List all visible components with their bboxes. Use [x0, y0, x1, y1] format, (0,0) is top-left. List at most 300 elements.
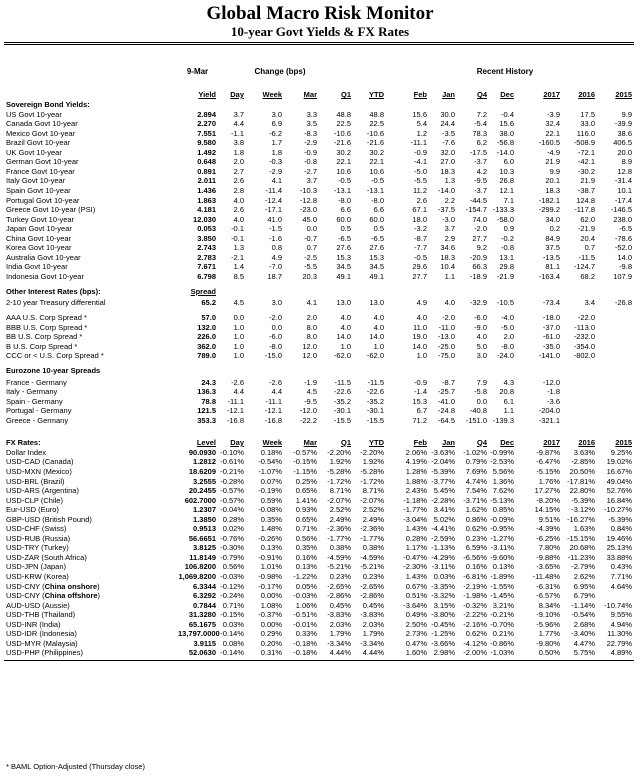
table-cell: 3.15%	[433, 600, 455, 610]
table-cell: 3.5	[306, 119, 317, 129]
table-cell: -9.5	[474, 176, 487, 186]
table-cell: 2.50%	[405, 619, 427, 629]
table-cell: -12.1	[264, 406, 282, 416]
table-cell: 27.0	[440, 157, 455, 167]
fx-column-header: Q4	[476, 437, 487, 447]
table-cell: -2.0	[474, 224, 487, 234]
row-label: Eur-USD (Euro)	[6, 505, 59, 515]
table-cell: -13.1	[333, 186, 351, 195]
table-cell: -16.27%	[567, 514, 595, 524]
table-cell: 32.4	[545, 119, 560, 129]
table-cell: -44.5	[469, 195, 487, 205]
table-cell: -32.9	[469, 298, 487, 308]
table-cell: -2.7	[304, 166, 317, 176]
table-cell: 14.15%	[534, 505, 560, 515]
table-cell: -2.65%	[327, 581, 351, 591]
table-cell: 1.43%	[405, 572, 427, 582]
table-cell: 1.436	[197, 186, 216, 195]
table-cell: 52.76%	[606, 486, 632, 496]
table-cell: 25.13%	[606, 543, 632, 553]
fx-column-header: YTD	[369, 437, 384, 447]
row-label: USD-ARS (Argentina)	[6, 486, 79, 496]
table-cell: -0.24%	[220, 591, 244, 601]
table-cell: 2.7	[233, 166, 244, 176]
table-cell: 18.3	[440, 166, 455, 176]
table-cell: 10.6	[369, 166, 384, 176]
table-cell: -6.47%	[536, 457, 560, 467]
row-label: USD-PHP (Philippines)	[6, 648, 83, 658]
table-cell: -11.4	[265, 186, 282, 195]
table-cell: 12.1	[499, 186, 514, 195]
row-label: USD-KRW (Korea)	[6, 572, 69, 582]
table-cell: -0.9	[414, 377, 427, 387]
table-cell: 4.0	[233, 195, 244, 205]
table-cell: 6.1	[503, 396, 514, 406]
table-cell: 0.35%	[260, 514, 282, 524]
section-eurozone: Eurozone 10-year Spreads	[6, 366, 101, 376]
table-cell: -11.48%	[532, 572, 560, 582]
table-cell: -4.39%	[536, 524, 560, 534]
table-cell: -12.0	[542, 377, 560, 387]
table-cell: 7.62%	[492, 486, 514, 496]
table-cell: 18.0	[412, 214, 427, 224]
table-cell: 136.3	[197, 387, 216, 397]
table-cell: 0.29%	[260, 629, 282, 639]
table-cell: 2.9	[444, 233, 455, 243]
table-cell: -5.21%	[327, 562, 351, 572]
table-cell: 2.98%	[433, 648, 455, 658]
table-cell: -10.74%	[604, 600, 632, 610]
table-cell: 20.68%	[569, 543, 595, 553]
table-cell: -0.21%	[490, 610, 514, 620]
table-cell: 6.95%	[573, 581, 595, 591]
fx-label-suffix: )	[97, 581, 100, 591]
table-cell: 2.06%	[405, 447, 427, 457]
table-cell: -0.1	[231, 224, 244, 234]
table-cell: 226.0	[197, 332, 216, 342]
table-cell: 22.1	[369, 157, 384, 167]
table-cell: 2.0	[233, 157, 244, 167]
table-cell: 3.4	[584, 298, 595, 308]
table-cell: -139.3	[492, 415, 514, 425]
row-label: USD-THB (Thailand)	[6, 610, 76, 620]
table-cell: 1.1	[503, 406, 514, 416]
table-cell: -2.1	[231, 252, 244, 262]
table-cell: -141.0	[538, 351, 560, 361]
table-cell: 6.0	[503, 157, 514, 167]
table-cell: -24.8	[437, 406, 455, 416]
column-header: Yield	[198, 90, 216, 99]
row-label: Indonesia Govt 10-year	[6, 271, 84, 281]
table-cell: 0.20%	[260, 638, 282, 648]
table-cell: 71.2	[412, 415, 427, 425]
table-cell: 0.0	[233, 313, 244, 323]
table-cell: -3.6	[547, 396, 560, 406]
table-cell: 2.0	[503, 332, 514, 342]
table-cell: -12.4	[264, 195, 282, 205]
table-cell: -73.4	[542, 298, 560, 308]
table-cell: -2.36%	[360, 524, 384, 534]
table-cell: -5.13%	[490, 495, 514, 505]
table-cell: 2.8	[233, 186, 244, 195]
table-cell: 3.8	[233, 138, 244, 148]
table-cell: -9.10%	[536, 610, 560, 620]
table-cell: -5.39%	[431, 466, 455, 476]
table-cell: -2.30%	[403, 562, 427, 572]
table-cell: 0.891	[197, 166, 216, 176]
table-cell: 57.0	[201, 313, 216, 323]
table-cell: 22.1	[545, 128, 560, 138]
table-cell: 0.0	[476, 396, 487, 406]
table-cell: 4.89%	[610, 648, 632, 658]
table-cell: 65.1675	[188, 619, 216, 629]
table-cell: -321.1	[538, 415, 560, 425]
table-cell: 0.65%	[295, 514, 317, 524]
table-cell: -5.28%	[360, 466, 384, 476]
table-cell: 0.62%	[465, 524, 487, 534]
table-cell: -8.0	[501, 341, 514, 351]
table-cell: -7.7	[414, 243, 427, 253]
table-cell: -5.5	[414, 176, 427, 186]
table-cell: 81.1	[545, 262, 560, 272]
table-cell: 68.2	[580, 271, 595, 281]
table-cell: -0.95%	[490, 524, 514, 534]
page-subtitle: 10-year Govt Yields & FX Rates	[230, 24, 410, 39]
table-cell: 0.7	[306, 243, 317, 253]
table-cell: -0.14%	[220, 629, 244, 639]
fx-label-bold: China offshore	[44, 591, 98, 601]
table-cell: -5.15%	[536, 466, 560, 476]
fx-label-bold: China onshore	[44, 581, 98, 591]
table-cell: 14.0	[412, 341, 427, 351]
table-cell: -11.1	[265, 396, 282, 406]
table-cell: 11.0	[412, 322, 427, 332]
table-cell: 132.0	[197, 322, 216, 332]
table-cell: -3.5	[442, 128, 455, 138]
table-cell: -0.10%	[220, 447, 244, 457]
table-cell: 0.71%	[222, 600, 244, 610]
table-cell: 30.2	[369, 147, 384, 157]
row-label: AAA U.S. Corp Spread *	[6, 313, 87, 323]
table-cell: 38.6	[617, 128, 632, 138]
table-cell: 0.00%	[260, 591, 282, 601]
table-cell: 20.3	[302, 271, 317, 281]
table-cell: 67.1	[412, 205, 427, 215]
table-cell: -2.5	[304, 252, 317, 262]
table-cell: 10.3	[499, 166, 514, 176]
table-cell: 2.2	[444, 195, 455, 205]
table-cell: -0.99%	[490, 447, 514, 457]
table-cell: -12.8	[299, 195, 317, 205]
fx-column-header: Dec	[500, 437, 514, 447]
table-cell: 1.0	[233, 332, 244, 342]
table-cell: -3.7	[474, 157, 487, 167]
table-cell: 6.3344	[193, 581, 216, 591]
table-cell: -58.0	[496, 214, 514, 224]
table-cell: -3.32%	[431, 591, 455, 601]
table-cell: 17.5	[580, 109, 595, 119]
table-cell: -3.12%	[571, 505, 595, 515]
table-cell: -4.12%	[463, 638, 487, 648]
table-cell: 3.63%	[573, 447, 595, 457]
table-cell: 52.0630	[188, 648, 216, 658]
table-cell: 2.52%	[329, 505, 351, 515]
table-cell: -25.7	[437, 387, 455, 397]
table-cell: 11.2	[412, 186, 427, 195]
table-cell: -10.6	[333, 128, 351, 138]
table-cell: 4.19%	[405, 457, 427, 467]
table-cell: -0.91%	[258, 552, 282, 562]
table-cell: -0.12%	[220, 581, 244, 591]
table-cell: -35.0	[542, 341, 560, 351]
table-cell: 1.2	[416, 128, 427, 138]
row-label: USD-CAD (Canada)	[6, 457, 74, 467]
table-cell: -15.5	[333, 415, 351, 425]
table-cell: -2.0	[269, 313, 282, 323]
table-cell: -1.18%	[403, 495, 427, 505]
table-cell: -3.65%	[536, 562, 560, 572]
table-cell: 3.2555	[193, 476, 216, 486]
table-cell: -2.59%	[431, 533, 455, 543]
table-cell: -5.39%	[571, 495, 595, 505]
table-cell: -113.0	[574, 322, 595, 332]
table-cell: 66.3	[472, 262, 487, 272]
table-cell: 37.5	[545, 243, 560, 253]
table-cell: 353.3	[197, 415, 216, 425]
table-cell: 13.0	[369, 298, 384, 308]
table-cell: -3.04%	[403, 514, 427, 524]
table-cell: 1.63%	[573, 524, 595, 534]
table-cell: -1.9	[304, 377, 317, 387]
table-cell: -146.5	[610, 205, 632, 215]
table-cell: 6.9	[271, 119, 282, 129]
table-cell: 60.0	[369, 214, 384, 224]
table-cell: 2.68%	[573, 619, 595, 629]
section-rates: Other Interest Rates (bps):	[6, 286, 101, 296]
table-cell: -78.6	[614, 233, 632, 243]
column-header: Q4	[476, 90, 487, 99]
table-cell: -18.9	[469, 271, 487, 281]
table-cell: 22.5	[369, 119, 384, 129]
row-label: CCC or < U.S. Corp Spread *	[6, 351, 104, 361]
table-cell: 49.1	[369, 271, 384, 281]
table-cell: 13.0	[336, 298, 351, 308]
table-cell: -56.8	[496, 138, 514, 148]
table-cell: -6.0	[269, 332, 282, 342]
table-cell: 24.3	[201, 377, 216, 387]
table-cell: -25.0	[437, 341, 455, 351]
table-cell: -1.72%	[327, 476, 351, 486]
table-cell: -8.3	[304, 128, 317, 138]
column-header: Jan	[442, 90, 455, 99]
table-cell: -1.14%	[571, 600, 595, 610]
table-cell: -17.5	[469, 147, 487, 157]
table-cell: -0.86%	[490, 638, 514, 648]
spread-header: Spread	[190, 286, 216, 296]
table-cell: -22.2	[299, 415, 317, 425]
table-cell: -0.30%	[220, 543, 244, 553]
history-label: Recent History	[476, 67, 534, 76]
row-label: Japan Govt 10-year	[6, 224, 72, 234]
table-cell: 4.0	[373, 313, 384, 323]
table-cell: 14.0	[336, 332, 351, 342]
table-cell: -0.61%	[220, 457, 244, 467]
table-cell: -10.5	[496, 298, 514, 308]
table-cell: 78.3	[472, 128, 487, 138]
change-label: Change (bps)	[254, 67, 306, 76]
table-cell: -2.07%	[360, 495, 384, 505]
table-cell: -2.9	[304, 138, 317, 148]
table-cell: 1.79%	[362, 629, 384, 639]
table-cell: -8.0	[269, 341, 282, 351]
table-cell: 20.2455	[188, 486, 216, 496]
table-cell: 27.6	[369, 243, 384, 253]
table-cell: 0.38%	[329, 543, 351, 553]
table-cell: 0.18%	[260, 447, 282, 457]
row-label: Canada Govt 10-year	[6, 119, 78, 129]
table-cell: -0.47%	[403, 552, 427, 562]
table-cell: 34.5	[336, 262, 351, 272]
table-cell: 0.5	[373, 224, 384, 234]
page-title: Global Macro Risk Monitor	[206, 3, 434, 24]
table-cell: 4.47%	[573, 638, 595, 648]
table-cell: 8.71%	[362, 486, 384, 496]
fx-column-header: 2015	[615, 437, 632, 447]
table-cell: 0.13%	[492, 562, 514, 572]
table-cell: 3.7	[233, 109, 244, 119]
table-cell: 9.9	[549, 166, 560, 176]
table-cell: -124.7	[573, 262, 595, 272]
table-cell: 0.38%	[362, 543, 384, 553]
table-cell: 9.2	[476, 243, 487, 253]
row-label: Australia Govt 10-year	[6, 252, 81, 262]
column-header: 2017	[543, 90, 560, 99]
table-cell: -3.63%	[431, 447, 455, 457]
table-cell: 3.7	[444, 224, 455, 234]
fx-column-header: Level	[196, 437, 216, 447]
table-cell: 4.9	[271, 252, 282, 262]
table-cell: 0.28%	[405, 533, 427, 543]
table-cell: 5.02%	[433, 514, 455, 524]
table-cell: -5.96%	[536, 619, 560, 629]
table-cell: 15.3	[412, 396, 427, 406]
row-label: Brazil Govt 10-year	[6, 138, 71, 148]
row-label: Turkey Govt 10-year	[6, 214, 75, 224]
table-cell: 3.9115	[193, 638, 216, 648]
table-cell: -1.77%	[403, 505, 427, 515]
table-cell: 1.3	[233, 243, 244, 253]
table-cell: 0.93%	[295, 505, 317, 515]
table-cell: -2.20%	[360, 447, 384, 457]
section-bonds: Sovereign Bond Yields:	[6, 99, 90, 109]
table-cell: 2.03%	[362, 619, 384, 629]
table-cell: -6.0	[474, 313, 487, 323]
table-cell: -11.23%	[567, 552, 595, 562]
fx-label-prefix: USD-CNY (	[6, 591, 45, 601]
table-cell: -160.5	[538, 138, 560, 148]
table-cell: 20.50%	[569, 466, 595, 476]
table-cell: 18.3	[545, 186, 560, 195]
table-cell: 18.6209	[188, 466, 216, 476]
table-cell: 4.0	[476, 332, 487, 342]
table-cell: -299.2	[538, 205, 560, 215]
table-cell: -0.18%	[293, 638, 317, 648]
table-cell: -5.0	[414, 166, 427, 176]
table-cell: 1.4	[233, 262, 244, 272]
table-cell: 34.6	[440, 243, 455, 253]
table-cell: 0.07%	[260, 476, 282, 486]
table-cell: 9.51%	[538, 514, 560, 524]
row-label: USD-CHF (Swiss)	[6, 524, 67, 534]
table-cell: 0.25%	[295, 476, 317, 486]
table-cell: 2.6	[233, 205, 244, 215]
table-cell: -3.40%	[571, 629, 595, 639]
table-cell: -1.89%	[490, 572, 514, 582]
row-label: B U.S. Corp Spread *	[6, 341, 78, 351]
row-label: Dollar Index	[6, 447, 47, 457]
table-cell: 0.84%	[610, 524, 632, 534]
table-cell: 2.894	[197, 109, 216, 119]
table-cell: 7.71%	[610, 572, 632, 582]
table-cell: -3.0	[442, 214, 455, 224]
table-cell: -0.26%	[258, 533, 282, 543]
table-cell: -30.1	[366, 406, 384, 416]
row-label: USD-RUB (Russia)	[6, 533, 71, 543]
table-cell: -21.9	[577, 224, 595, 234]
table-cell: -0.70%	[490, 619, 514, 629]
table-cell: 32.0	[440, 147, 455, 157]
table-cell: 0.86%	[465, 514, 487, 524]
table-cell: 4.0	[373, 322, 384, 332]
table-cell: 0.7844	[193, 600, 216, 610]
table-cell: 22.5	[336, 119, 351, 129]
column-header: 2015	[615, 90, 632, 99]
row-label: Portugal Govt 10-year	[6, 195, 80, 205]
table-cell: 0.0	[306, 224, 317, 234]
table-cell: 4.9	[416, 298, 427, 308]
table-cell: 0.05%	[295, 581, 317, 591]
table-cell: 4.74%	[465, 476, 487, 486]
row-label: AUD-USD (Aussie)	[6, 600, 70, 610]
table-cell: 0.648	[197, 157, 216, 167]
table-cell: 22.80%	[569, 486, 595, 496]
table-cell: -3.11%	[490, 543, 514, 553]
table-cell: -11.0	[438, 322, 455, 332]
table-cell: -75.0	[437, 351, 455, 361]
table-cell: -11.5	[334, 377, 351, 387]
table-cell: 6.3292	[193, 591, 216, 601]
table-cell: 4.5	[233, 298, 244, 308]
table-cell: -10.3	[299, 186, 317, 195]
fx-column-header: 2016	[578, 437, 595, 447]
table-cell: 1.60%	[405, 648, 427, 658]
table-cell: 8.71%	[329, 486, 351, 496]
table-cell: 15.3	[369, 252, 384, 262]
row-label: China Govt 10-year	[6, 233, 72, 243]
table-cell: -14.0	[437, 186, 455, 195]
table-cell: 7.9	[476, 377, 487, 387]
table-cell: 5.75%	[573, 648, 595, 658]
table-cell: 1.17%	[405, 543, 427, 553]
table-cell: -1.77%	[360, 533, 384, 543]
table-cell: 22.79%	[606, 638, 632, 648]
table-cell: 7.1	[503, 195, 514, 205]
table-cell: 0.47%	[405, 638, 427, 648]
table-cell: -0.98%	[258, 572, 282, 582]
table-cell: 90.0930	[188, 447, 216, 457]
table-cell: -1.98%	[463, 591, 487, 601]
table-cell: -13.5	[542, 252, 560, 262]
